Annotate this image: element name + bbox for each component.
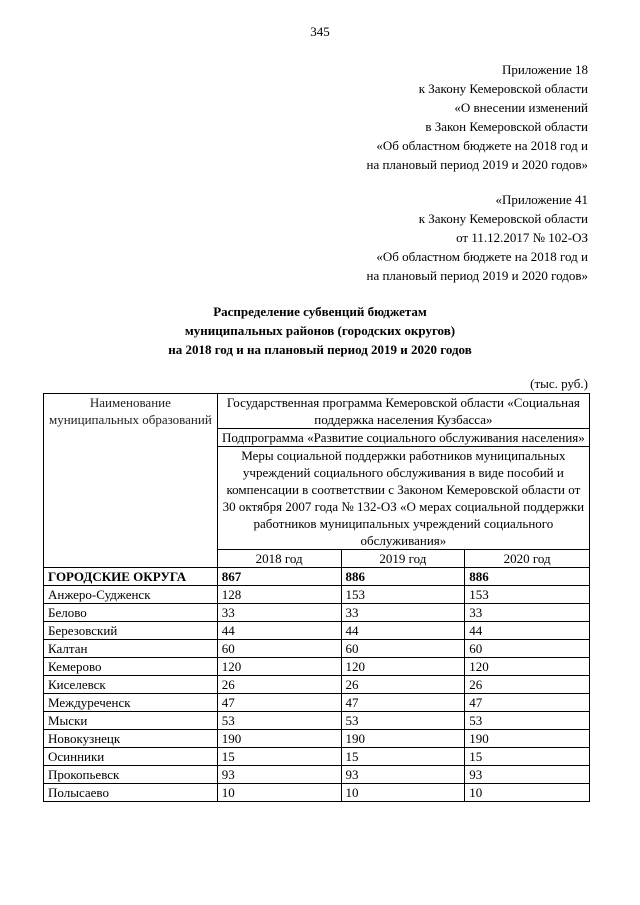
header-measure: Меры социальной поддержки работников муниципальных учреждений социального обслуживания в виде пособий и компенсации в соответствии с Законом Кемеровской области от 30 октября 2007 года № 132-ОЗ «О мерах социальной поддержки работников муниципальных учреждений социального обслуживания» xyxy=(217,447,589,550)
municipality-name-cell: Новокузнецк xyxy=(44,730,218,748)
table-row xyxy=(44,604,590,622)
value-2019-cell: 60 xyxy=(341,640,465,658)
header-year-2019: 2019 год xyxy=(341,550,465,568)
appendix-18-line: «О внесении изменений xyxy=(454,100,588,115)
value-2018-cell: 10 xyxy=(217,784,341,802)
value-2018-cell: 60 xyxy=(217,640,341,658)
appendix-41-line: на плановый период 2019 и 2020 годов» xyxy=(366,268,588,283)
table-row xyxy=(44,784,590,802)
municipality-name-cell: Белово xyxy=(44,604,218,622)
value-2019-cell: 886 xyxy=(341,568,465,586)
value-2019-cell: 10 xyxy=(341,784,465,802)
appendix-18-line: Приложение 18 xyxy=(501,62,588,77)
table-row xyxy=(44,568,590,586)
title-line: муниципальных районов (городских округов) xyxy=(184,323,456,338)
value-2020-cell: 44 xyxy=(465,622,590,640)
value-2020-cell: 10 xyxy=(465,784,590,802)
table-row xyxy=(44,712,590,730)
municipality-name-cell: Анжеро-Судженск xyxy=(44,586,218,604)
table-row xyxy=(44,658,590,676)
value-2019-cell: 26 xyxy=(341,676,465,694)
title-line: на 2018 год и на плановый период 2019 и 2020 годов xyxy=(168,342,472,357)
value-2019-cell: 47 xyxy=(341,694,465,712)
value-2020-cell: 15 xyxy=(465,748,590,766)
value-2019-cell: 153 xyxy=(341,586,465,604)
appendix-41-line: «Об областном бюджете на 2018 год и xyxy=(376,249,588,264)
value-2019-cell: 15 xyxy=(341,748,465,766)
value-2020-cell: 120 xyxy=(465,658,590,676)
page-number: 345 xyxy=(310,24,330,39)
value-2019-cell: 190 xyxy=(341,730,465,748)
municipality-name-cell: Осинники xyxy=(44,748,218,766)
appendix-18-line: на плановый период 2019 и 2020 годов» xyxy=(366,157,588,172)
value-2018-cell: 53 xyxy=(217,712,341,730)
municipality-name-cell: Калтан xyxy=(44,640,218,658)
value-2018-cell: 120 xyxy=(217,658,341,676)
value-2020-cell: 53 xyxy=(465,712,590,730)
appendix-18-line: к Закону Кемеровской области xyxy=(418,81,588,96)
table-row xyxy=(44,586,590,604)
table-body xyxy=(44,568,590,802)
table-row xyxy=(44,676,590,694)
value-2019-cell: 33 xyxy=(341,604,465,622)
title-line: Распределение субвенций бюджетам xyxy=(213,304,427,319)
value-2020-cell: 190 xyxy=(465,730,590,748)
value-2020-cell: 153 xyxy=(465,586,590,604)
value-2020-cell: 26 xyxy=(465,676,590,694)
value-2018-cell: 15 xyxy=(217,748,341,766)
municipality-name-cell: ГОРОДСКИЕ ОКРУГА xyxy=(44,568,218,586)
municipality-name-cell: Киселевск xyxy=(44,676,218,694)
header-year-2018: 2018 год xyxy=(217,550,341,568)
value-2018-cell: 93 xyxy=(217,766,341,784)
table-row xyxy=(44,694,590,712)
value-2019-cell: 53 xyxy=(341,712,465,730)
value-2018-cell: 190 xyxy=(217,730,341,748)
municipality-name-cell: Кемерово xyxy=(44,658,218,676)
document-title xyxy=(0,302,640,359)
municipality-name-cell: Междуреченск xyxy=(44,694,218,712)
value-2020-cell: 886 xyxy=(465,568,590,586)
header-year-2020: 2020 год xyxy=(465,550,590,568)
header-municipality: Наименование муниципальных образований xyxy=(44,394,218,568)
table-row xyxy=(44,622,590,640)
value-2018-cell: 867 xyxy=(217,568,341,586)
value-2018-cell: 26 xyxy=(217,676,341,694)
municipality-name-cell: Полысаево xyxy=(44,784,218,802)
value-2019-cell: 93 xyxy=(341,766,465,784)
subvention-table xyxy=(43,393,590,802)
appendix-18-line: в Закон Кемеровской области xyxy=(425,119,588,134)
appendix-18-block xyxy=(367,60,589,174)
value-2018-cell: 128 xyxy=(217,586,341,604)
value-2019-cell: 44 xyxy=(341,622,465,640)
appendix-18-line: «Об областном бюджете на 2018 год и xyxy=(376,138,588,153)
municipality-name-cell: Прокопьевск xyxy=(44,766,218,784)
appendix-41-line: «Приложение 41 xyxy=(495,192,588,207)
municipality-name-cell: Березовский xyxy=(44,622,218,640)
units-label: (тыс. руб.) xyxy=(530,376,588,391)
municipality-name-cell: Мыски xyxy=(44,712,218,730)
appendix-41-line: к Закону Кемеровской области xyxy=(418,211,588,226)
appendix-41-line: от 11.12.2017 № 102-ОЗ xyxy=(456,230,588,245)
value-2020-cell: 33 xyxy=(465,604,590,622)
value-2020-cell: 60 xyxy=(465,640,590,658)
table-row xyxy=(44,748,590,766)
header-program: Государственная программа Кемеровской области «Социальная поддержка населения Кузбасса» xyxy=(217,394,589,429)
value-2018-cell: 44 xyxy=(217,622,341,640)
appendix-41-block xyxy=(367,190,589,285)
value-2020-cell: 47 xyxy=(465,694,590,712)
value-2018-cell: 33 xyxy=(217,604,341,622)
table-row xyxy=(44,766,590,784)
value-2018-cell: 47 xyxy=(217,694,341,712)
value-2020-cell: 93 xyxy=(465,766,590,784)
table-row xyxy=(44,640,590,658)
header-subprogram: Подпрограмма «Развитие социального обслуживания населения» xyxy=(217,429,589,447)
table-row xyxy=(44,730,590,748)
value-2019-cell: 120 xyxy=(341,658,465,676)
